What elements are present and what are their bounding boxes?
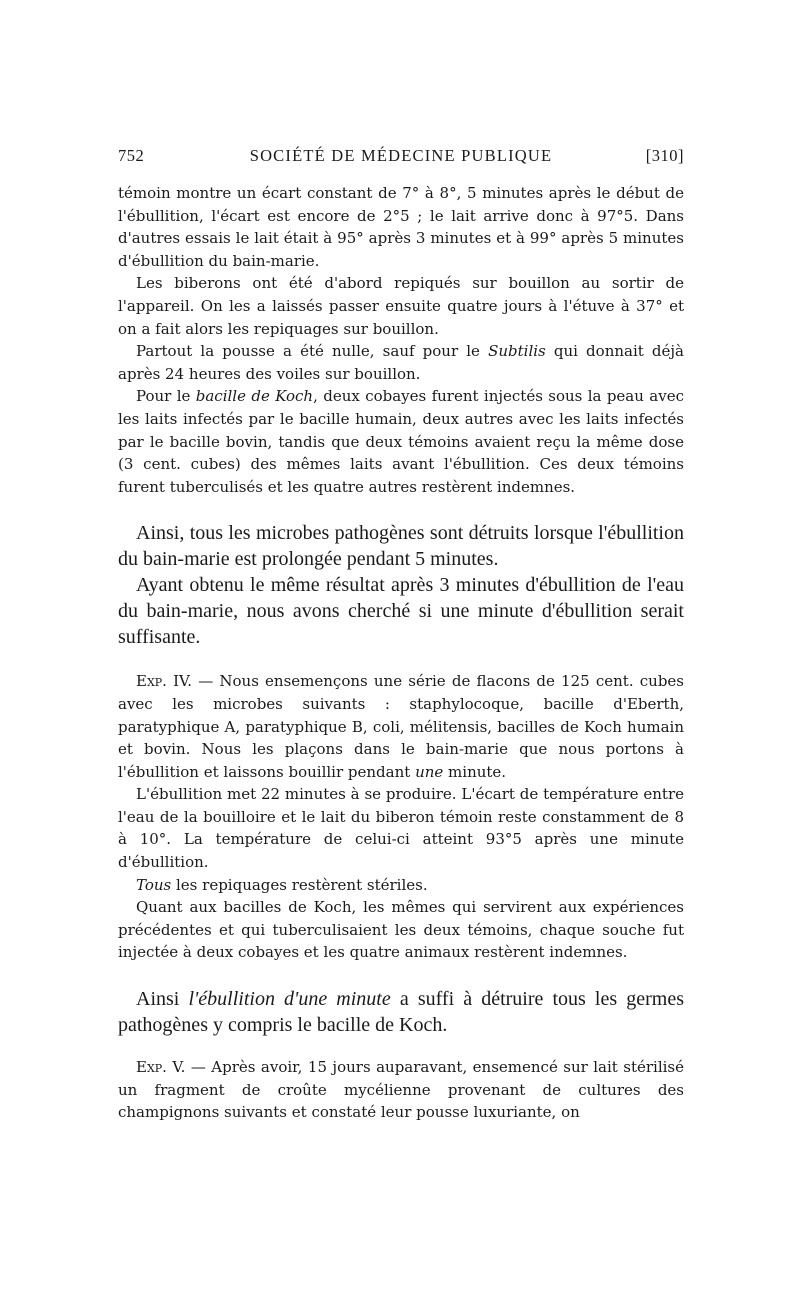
conclusion-1: Ainsi, tous les microbes pathogènes sont détruits lorsque l'ébullition du bain-marie est prolongée pendant 5 minutes. <box>118 522 684 571</box>
section-small-3 <box>118 1056 684 1124</box>
running-header <box>118 146 684 172</box>
conclusion-2: Ayant obtenu le même résultat après 3 minutes d'ébullition de l'eau du bain-marie, nous avons cherché si une minute d'ébullition serait suffisante. <box>118 574 684 649</box>
running-title: SOCIÉTÉ DE MÉDECINE PUBLIQUE <box>249 146 553 165</box>
experiment-4: Exp. IV. — Nous ensemençons une série de flacons de 125 cent. cubes avec les microbes suivants : staphylocoque, bacille d'Eberth, paratyphique A, paratyphique B, coli, mélitensis, bacilles de Koch humain et bovin. Nous les plaçons dans le bain-marie que nous portons à l'ébullition et laissons bouillir pendant une minute. <box>118 672 684 781</box>
section-small-1 <box>118 182 684 498</box>
conclusion-block-1 <box>118 520 684 650</box>
page-body <box>118 182 684 1124</box>
paragraph-2: Les biberons ont été d'abord repiqués sur bouillon au sortir de l'appareil. On les a laissés passer ensuite quatre jours à l'étuve à 37° et on a fait alors les repiquages sur bouillon. <box>118 274 684 338</box>
conclusion-block-2 <box>118 986 684 1038</box>
page-reference: [310] <box>645 146 684 165</box>
paragraph-7: Quant aux bacilles de Koch, les mêmes qui servirent aux expériences précédentes et qui tuberculisaient les deux témoins, chaque souche fut injectée à deux cobayes et les quatre animaux restèrent indemnes. <box>118 898 684 962</box>
experiment-5: Exp. V. — Après avoir, 15 jours auparavant, ensemencé sur lait stérilisé un fragment de croûte mycélienne provenant de cultures des champignons suivants et constaté leur pousse luxuriante, on <box>118 1058 684 1122</box>
section-small-2 <box>118 670 684 964</box>
conclusion-3: Ainsi l'ébullition d'une minute a suffi à détruire tous les germes pathogènes y compris le bacille de Koch. <box>118 988 685 1037</box>
paragraph-5: L'ébullition met 22 minutes à se produire. L'écart de température entre l'eau de la bouilloire et le lait du biberon témoin reste constamment de 8 à 10°. La température de celui-ci atteint 93°5 après une minute d'ébullition. <box>118 785 684 872</box>
experiment-5-label: Exp. V. <box>136 1058 186 1077</box>
experiment-4-label: Exp. IV. <box>136 672 193 691</box>
paragraph-6: Tous les repiquages restèrent stériles. <box>136 875 428 894</box>
page-number: 752 <box>118 146 145 165</box>
paragraph-1: témoin montre un écart constant de 7° à 8°, 5 minutes après le début de l'ébullition, l'écart est encore de 2°5 ; le lait arrive donc à 97°5. Dans d'autres essais le lait était à 95° après 3 minutes et à 99° après 5 minutes d'ébullition du bain-marie. <box>118 184 684 270</box>
paragraph-3: Partout la pousse a été nulle, sauf pour le Subtilis qui donnait déjà après 24 heures des voiles sur bouillon. <box>118 342 684 383</box>
paragraph-4: Pour le bacille de Koch, deux cobayes furent injectés sous la peau avec les laits infectés par le bacille humain, deux autres avec les laits infectés par le bacille bovin, tandis que deux témoins avaient reçu la même dose (3 cent. cubes) des mêmes laits avant l'ébullition. Ces deux témoins furent tuberculisés et les quatre autres restèrent indemnes. <box>118 387 684 496</box>
